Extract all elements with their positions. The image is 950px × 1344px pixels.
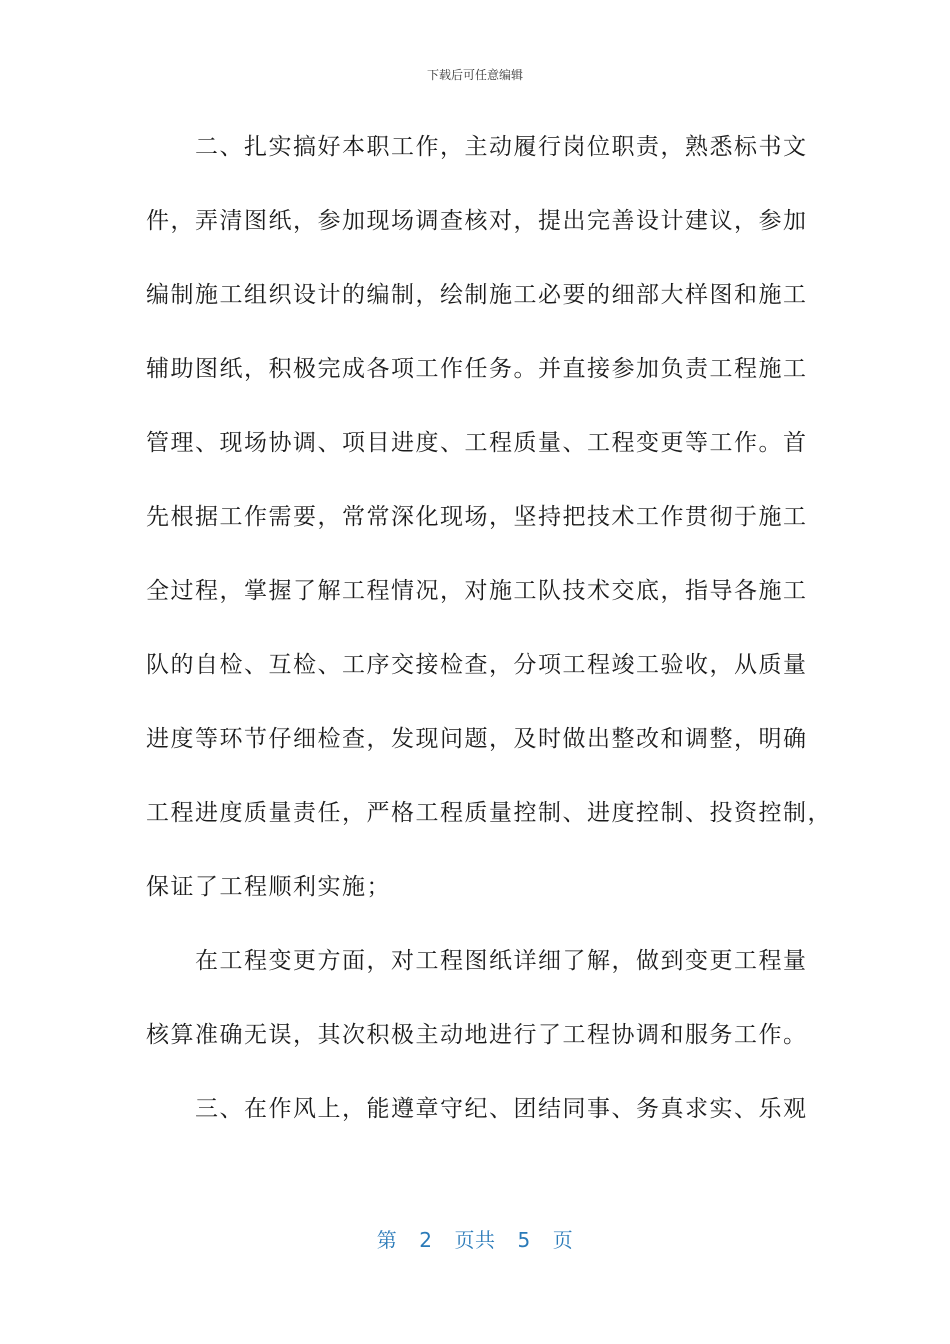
body-line: 管理、现场协调、项目进度、工程质量、工程变更等工作。首 bbox=[146, 430, 808, 456]
footer-middle: 页共 bbox=[454, 1228, 496, 1252]
footer-current-page: 2 bbox=[419, 1228, 433, 1252]
body-line: 进度等环节仔细检查，发现问题，及时做出整改和调整，明确 bbox=[146, 726, 808, 752]
body-line: 核算准确无误，其次积极主动地进行了工程协调和服务工作。 bbox=[146, 1022, 808, 1048]
body-line: 二、扎实搞好本职工作，主动履行岗位职责，熟悉标书文 bbox=[146, 134, 808, 160]
page-footer bbox=[0, 1224, 950, 1253]
body-line: 三、在作风上，能遵章守纪、团结同事、务真求实、乐观 bbox=[146, 1096, 808, 1122]
body-line: 工程进度质量责任，严格工程质量控制、进度控制、投资控制， bbox=[146, 800, 832, 826]
body-line: 保证了工程顺利实施； bbox=[146, 874, 391, 900]
footer-prefix: 第 bbox=[376, 1228, 398, 1252]
body-line: 队的自检、互检、工序交接检查，分项工程竣工验收，从质量 bbox=[146, 652, 808, 678]
body-line: 全过程，掌握了解工程情况，对施工队技术交底，指导各施工 bbox=[146, 578, 808, 604]
document-body bbox=[146, 122, 832, 1158]
body-line: 在工程变更方面，对工程图纸详细了解，做到变更工程量 bbox=[146, 948, 808, 974]
footer-suffix: 页 bbox=[552, 1228, 574, 1252]
body-line: 编制施工组织设计的编制，绘制施工必要的细部大样图和施工 bbox=[146, 282, 808, 308]
body-line: 件，弄清图纸，参加现场调查核对，提出完善设计建议，参加 bbox=[146, 208, 808, 234]
body-line: 先根据工作需要，常常深化现场，坚持把技术工作贯彻于施工 bbox=[146, 504, 808, 530]
page-header-note: 下载后可任意编辑 bbox=[426, 68, 523, 82]
body-line: 辅助图纸，积极完成各项工作任务。并直接参加负责工程施工 bbox=[146, 356, 808, 382]
footer-total-pages: 5 bbox=[517, 1228, 531, 1252]
